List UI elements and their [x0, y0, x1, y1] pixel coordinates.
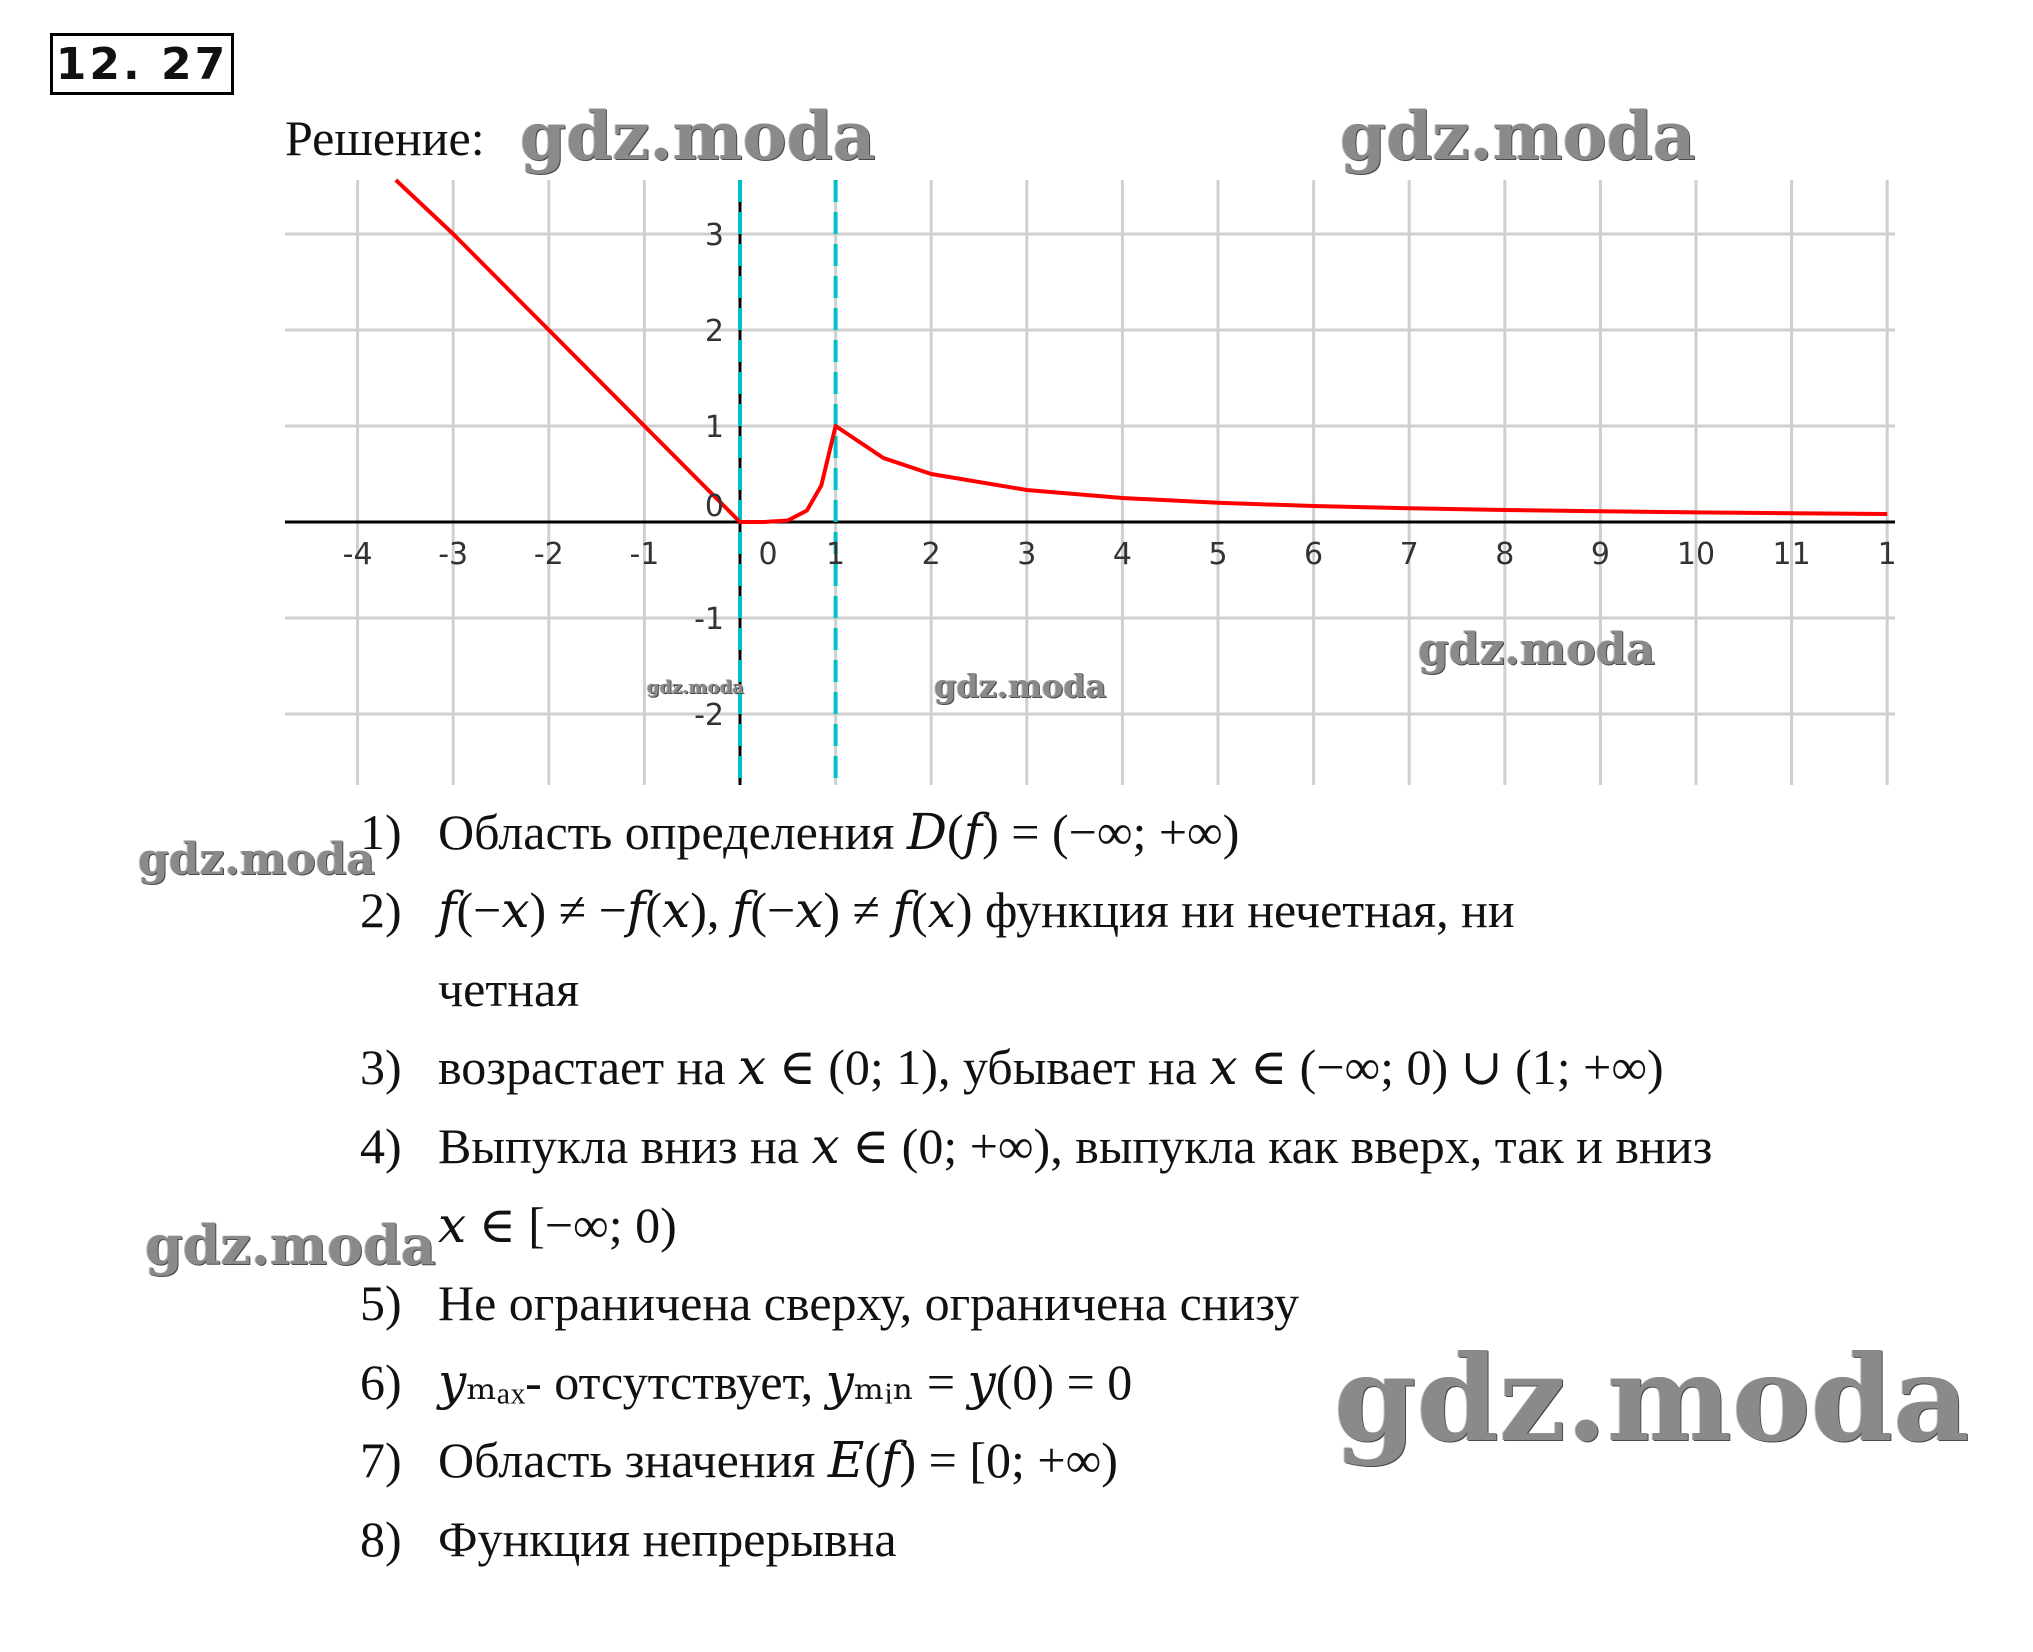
watermark: gdz.moda [1340, 97, 1696, 175]
x-tick-label: 10 [1676, 537, 1716, 572]
list-item: 1) Область определения 𝐷(𝑓) = (−∞; +∞) [360, 804, 1240, 860]
x-tick-label: 7 [1399, 537, 1419, 572]
list-item: 7) Область значения 𝐸(𝑓) = [0; +∞) [360, 1432, 1118, 1488]
x-tick-label: 1 [1877, 537, 1897, 572]
list-item: 8) Функция непрерывна [360, 1511, 897, 1567]
x-tick-label: 0 [758, 537, 778, 572]
watermark: gdz.moda [1418, 624, 1656, 675]
x-tick-label: 9 [1590, 537, 1610, 572]
x-tick-label: -3 [438, 537, 469, 572]
x-tick-label: 5 [1208, 537, 1228, 572]
y-tick-label: 0 [704, 489, 724, 524]
tick-labels [343, 218, 1897, 733]
list-item: 2) 𝑓(−𝑥) ≠ −𝑓(𝑥), 𝑓(−𝑥) ≠ 𝑓(𝑥) функция ни нечетная, ни [360, 882, 1515, 938]
solution-label: Решение: [285, 110, 485, 166]
watermark: gdz.moda [138, 834, 376, 885]
list-item: 6) 𝑦ₘₐₓ- отсутствует, 𝑦ₘᵢₙ = 𝑦(0) = 0 [360, 1354, 1133, 1410]
watermark: gdz.moda [647, 677, 744, 698]
y-tick-label: 1 [704, 410, 724, 445]
watermark: gdz.moda [1334, 1329, 1970, 1468]
watermark: gdz.moda [145, 1213, 436, 1277]
x-tick-label: 1 [826, 537, 846, 572]
y-tick-label: 2 [704, 314, 724, 349]
list-item-continuation: четная [438, 961, 580, 1017]
list-item: 3) возрастает на 𝑥 ∈ (0; 1), убывает на 𝑥 ∈ (−∞; 0) ∪ (1; +∞) [360, 1039, 1664, 1095]
function-curve-line [396, 180, 1887, 522]
x-tick-label: 6 [1304, 537, 1324, 572]
x-tick-label: -4 [342, 537, 373, 572]
list-item: 4) Выпукла вниз на 𝑥 ∈ (0; +∞), выпукла как вверх, так и вниз [360, 1118, 1713, 1174]
x-tick-label: -2 [533, 537, 564, 572]
x-tick-label: 4 [1112, 537, 1132, 572]
y-tick-label: -1 [694, 602, 724, 637]
x-tick-label: -1 [629, 537, 660, 572]
x-tick-label: 11 [1772, 537, 1811, 572]
x-tick-label: 8 [1495, 537, 1515, 572]
function-curve [396, 180, 1887, 522]
watermark: gdz.moda [934, 667, 1107, 705]
watermark: gdz.moda [520, 97, 876, 175]
y-tick-label: -2 [694, 698, 724, 733]
list-item: 5) Не ограничена сверху, ограничена снизу [360, 1275, 1300, 1331]
x-tick-label: 2 [921, 537, 941, 572]
task-number: 12. 27 [50, 33, 234, 95]
y-tick-label: 3 [704, 218, 724, 253]
list-item-continuation: 𝑥 ∈ [−∞; 0) [438, 1197, 677, 1253]
x-tick-label: 3 [1017, 537, 1037, 572]
